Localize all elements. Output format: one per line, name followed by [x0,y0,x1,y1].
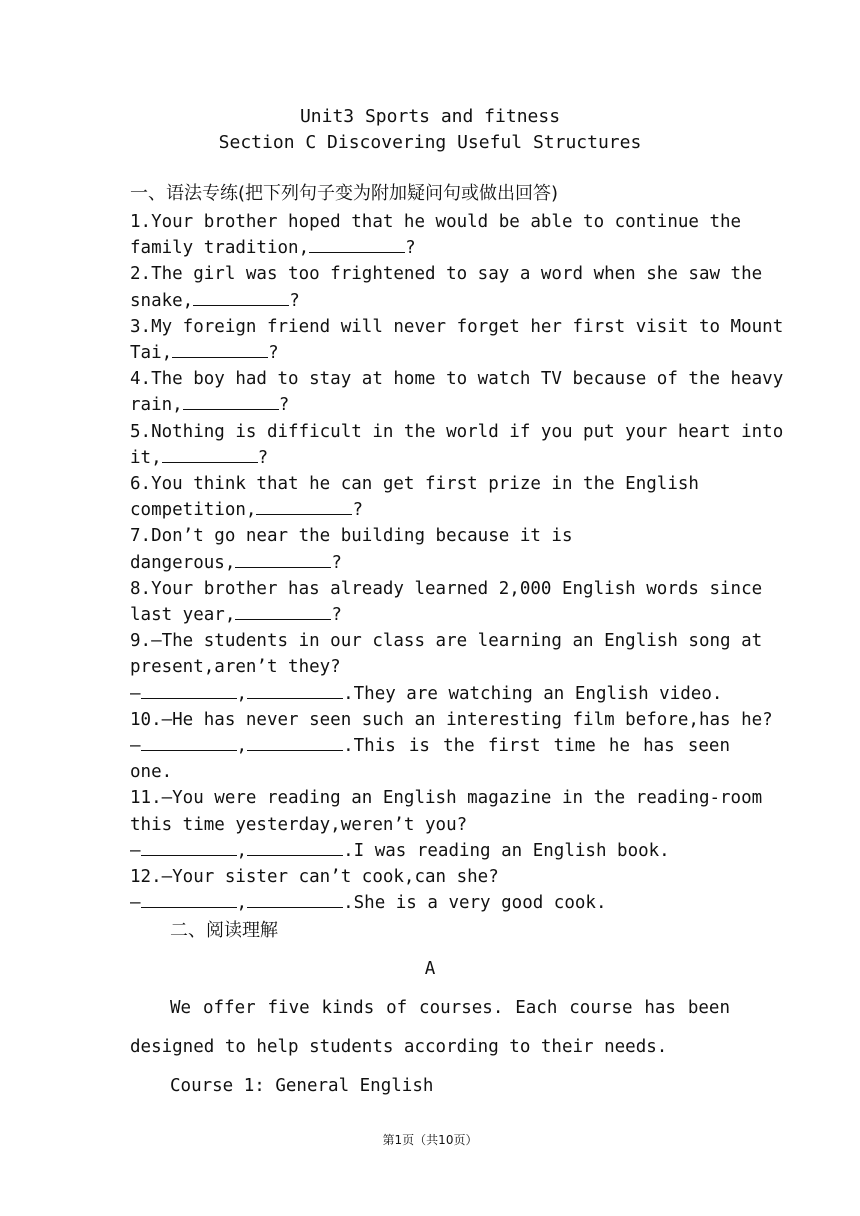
exercise-text: .She is a very good cook. [343,893,607,914]
section-heading-reading: 二、阅读理解 [170,920,278,941]
exercise-line [130,550,730,576]
answer-blank[interactable] [247,682,343,699]
answer-blank[interactable] [162,446,258,463]
exercise-text: 6.You think that he can get first prize in the English [130,474,699,494]
exercise-line [130,654,730,680]
passage-paragraph-line: designed to help students according to their needs. [130,1037,668,1057]
answer-blank[interactable] [193,289,289,306]
exercise-text: ? [405,238,416,259]
exercise-line [130,707,773,733]
exercise-text: , [236,893,248,914]
exercise-text: 10.—He has never seen such an interesting film before,has he? [130,709,773,730]
exercise-text: 3.My foreign friend will never forget her first visit to Mount [130,316,784,337]
exercise-text: ? [268,343,279,363]
exercise-text: — [130,683,141,704]
passage-paragraph-line: We offer five kinds of courses. Each course has been [170,998,730,1018]
exercise-line [130,812,730,838]
course-heading: Course 1: General English [170,1076,434,1096]
exercise-line [130,445,730,471]
answer-blank[interactable] [183,393,279,410]
exercise-text: 9.—The students in our class are learning an English song at [130,631,763,652]
answer-blank[interactable] [256,498,352,515]
exercise-text: — [130,736,141,756]
exercise-text: snake, [130,290,194,311]
exercise-text: 4.The boy had to stay at home to watch TV because of the heavy [130,369,784,390]
exercise-line [130,209,742,235]
answer-blank[interactable] [235,603,331,620]
exercise-text: , [236,736,248,756]
exercise-text: .They are watching an English video. [343,683,723,704]
exercise-text: rain, [130,395,183,416]
exercise-text: , [236,683,248,704]
answer-blank[interactable] [141,682,237,699]
exercise-line [130,759,730,785]
exercise-line [130,733,730,759]
exercise-line [130,890,730,916]
exercise-text: 8.Your brother has already learned 2,000 English words since [130,578,763,599]
answer-blank[interactable] [141,891,237,908]
exercise-text: ? [331,605,342,625]
answer-blank[interactable] [172,341,268,358]
exercise-text: family tradition, [130,238,310,259]
answer-blank[interactable] [247,734,343,751]
exercise-text: Tai, [130,343,173,363]
answer-blank[interactable] [247,891,343,908]
exercise-text: 2.The girl was too frightened to say a word when she saw the [130,264,763,285]
exercise-line [130,602,730,628]
exercise-line [130,864,730,890]
exercise-line [130,261,763,287]
exercise-line [130,838,730,864]
exercise-text: competition, [130,500,257,521]
section-heading-grammar: 一、语法专练(把下列句子变为附加疑问句或做出回答) [130,183,559,204]
exercise-line [130,419,784,445]
exercise-line [130,628,763,654]
exercise-text: ? [331,552,342,573]
exercise-text: .This is the first time he has seen [343,736,730,756]
exercise-text: .I was reading an English book. [343,840,670,861]
exercise-text: 5.Nothing is difficult in the world if you put your heart into [130,421,784,442]
exercise-line [130,471,730,497]
page-footer: 第1页（共10页） [382,1133,478,1147]
exercise-text: this time yesterday,weren’t you? [130,814,468,835]
exercise-text: 1.Your brother hoped that he would be able to continue the [130,212,742,232]
exercise-line [130,523,730,549]
exercise-line [130,392,730,418]
exercise-text: present,aren’t they? [130,657,341,678]
answer-blank[interactable] [247,839,343,856]
exercise-text: ? [289,290,300,311]
exercise-text: 12.—Your sister can’t cook,can she? [130,867,499,887]
exercise-text: — [130,840,141,861]
exercise-text: 11.—You were reading an English magazine in the reading-room [130,788,763,809]
page-title: Unit3 Sports and fitness [299,106,561,127]
exercise-text: — [130,893,141,914]
exercise-line [130,340,730,366]
exercise-text: ? [257,447,269,468]
exercise-line [130,576,763,602]
exercise-line [130,366,784,392]
exercise-text: 7.Don’t go near the building because it is [130,526,573,547]
exercise-text: last year, [130,605,236,625]
exercise-text: it, [130,447,162,468]
answer-blank[interactable] [141,734,237,751]
exercise-text: ? [352,500,363,521]
answer-blank[interactable] [235,551,331,568]
exercise-line [130,235,730,261]
exercise-text: dangerous, [130,552,236,573]
passage-label: A [424,959,436,979]
exercise-line [130,681,730,707]
exercise-line [130,785,763,811]
answer-blank[interactable] [141,839,237,856]
answer-blank[interactable] [309,236,405,253]
exercise-text: , [236,840,248,861]
exercise-line [130,497,730,523]
exercise-line [130,314,784,340]
page-subtitle: Section C Discovering Useful Structures [218,132,642,153]
exercise-text: ? [278,395,290,416]
exercise-line [130,288,730,314]
exercise-text: one. [130,762,173,783]
